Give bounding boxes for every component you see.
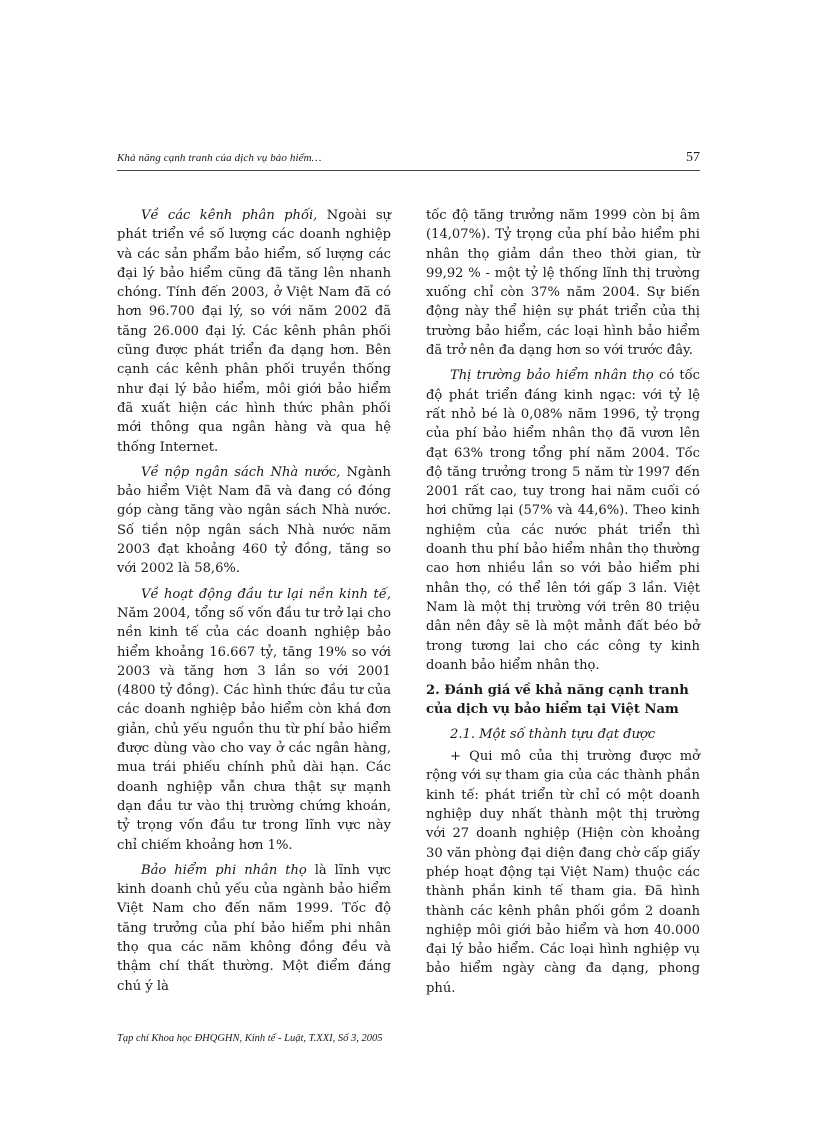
paragraph-non-life-insurance bbox=[117, 861, 391, 996]
journal-footer: Tạp chí Khoa học ĐHQGHN, Kinh tế - Luật, T.XXI, Số 3, 2005 bbox=[117, 1033, 383, 1044]
running-title: Khả năng cạnh tranh của dịch vụ bảo hiểm… bbox=[117, 152, 322, 164]
paragraph-text: Ngoài sự phát triển về số lượng các doanh nghiệp và các sản phẩm bảo hiểm, số lượng các đại lý bảo hiểm cũng đã tăng lên nhanh chóng. Tính đến 2003, ở Việt Nam đã có hơn 96.700 đại lý, so với năm 2002 đã tăng 26.000 đại lý. Các kênh phân phối cũng được phát triển đa dạng hơn. Bên cạnh các kênh phân phối truyền thống như đại lý bảo hiểm, môi giới bảo hiểm đã xuất hiện các hình thức phân phối mới thông qua ngân hàng và qua hệ thống Internet. bbox=[117, 208, 391, 455]
paragraph-lead: Về các kênh phân phối, bbox=[141, 208, 318, 223]
paragraph-lead: Về nộp ngân sách Nhà nước, bbox=[141, 464, 341, 480]
paragraph-text: Năm 2004, tổng số vốn đầu tư trở lại cho nền kinh tế của các doanh nghiệp bảo hiểm khoảng 16.667 tỷ, tăng 19% so với 2003 và tăng hơn 3 lần so với 2001 (4800 tỷ đồng). Các hình thức đầu tư của các doanh nghiệp bảo hiểm còn khá đơn giản, chủ yếu nguồn thu từ phí bảo hiểm được dùng vào cho vay ở các ngân hàng, mua trái phiếu chính phủ dài hạn. Các doanh nghiệp vẫn chưa thật sự mạnh dạn đầu tư vào thị trường chứng khoán, tỷ trọng vốn đầu tư trong lĩnh vực này chỉ chiếm khoảng hơn 1%. bbox=[117, 605, 391, 853]
paragraph-life-insurance bbox=[426, 366, 700, 675]
paragraph-continued bbox=[426, 206, 700, 360]
running-header bbox=[117, 152, 700, 171]
right-column bbox=[426, 206, 700, 1004]
paragraph-state-budget bbox=[117, 463, 391, 579]
section-heading: 2. Đánh giá về khả năng cạnh tranh của dịch vụ bảo hiểm tại Việt Nam bbox=[426, 683, 689, 718]
paragraph-reinvestment bbox=[117, 585, 391, 855]
subsection-heading: 2.1. Một số thành tựu đạt được bbox=[450, 727, 656, 743]
left-column bbox=[117, 206, 391, 1002]
paragraph-text: có tốc độ phát triển đáng kinh ngạc: với tỷ lệ rất nhỏ bé là 0,08% năm 1996, tỷ trọng của phí bảo hiểm nhân thọ đã vươn lên đạt 63% trong tổng phí năm 2004. Tốc độ tăng trưởng trong 5 năm từ 1997 đến 2001 rất cao, tuy trong hai năm cuối có hơi chững lại (57% và 44,6%). Theo kinh nghiệm của các nước phát triển thì doanh thu phí bảo hiểm nhân thọ thường cao hơn nhiều lần so với bảo hiểm phi nhân thọ, có thể lên tới gấp 3 lần. Việt Nam là một thị trường với trên 80 triệu dân nên đây sẽ là một mảnh đất béo bở trong tương lai cho các công ty kinh doanh bảo hiểm nhân thọ. bbox=[426, 368, 700, 673]
paragraph-distribution-channels bbox=[117, 206, 391, 457]
paragraph-lead: Bảo hiểm phi nhân thọ bbox=[141, 862, 307, 878]
paragraph-lead: Về hoạt động đầu tư lại nền kinh tế, bbox=[141, 586, 391, 602]
paragraph-text: tốc độ tăng trưởng năm 1999 còn bị âm (14,07%). Tỷ trọng của phí bảo hiểm phi nhân thọ giảm dần theo thời gian, từ 99,92 % - một tỷ lệ thống lĩnh thị trường xuống chỉ còn 37% năm 2004. Sự biến động này thể hiện sự phát triển của thị trường bảo hiểm, các loại hình bảo hiểm đã trở nên đa dạng hơn so với trước đây. bbox=[426, 208, 700, 359]
paragraph-text: + Qui mô của thị trường được mở rộng với sự tham gia của các thành phần kinh tế: phát triển từ chỉ có một doanh nghiệp duy nhất thành một thị trường với 27 doanh nghiệp (Hiện còn khoảng 30 văn phòng đại diện đang chờ cấp giấy phép hoạt động tại Việt Nam) thuộc các thành phần kinh tế tham gia. Đã hình thành các kênh phân phối gồm 2 doanh nghiệp môi giới bảo hiểm và hơn 40.000 đại lý bảo hiểm. Các loại hình nghiệp vụ bảo hiểm ngày càng đa dạng, phong phú. bbox=[426, 749, 700, 996]
paragraph-lead: Thị trường bảo hiểm nhân thọ bbox=[450, 368, 654, 384]
paragraph-text: là lĩnh vực kinh doanh chủ yếu của ngành bảo hiểm Việt Nam cho đến năm 1999. Tốc độ tăng trưởng của phí bảo hiểm phi nhân thọ qua các năm không đồng đều và thậm chí thất thường. Một điểm đáng chú ý là bbox=[117, 862, 391, 994]
paragraph-text: Ngành bảo hiểm Việt Nam đã và đang có đóng góp càng tăng vào ngân sách Nhà nước. Số tiền nộp ngân sách Nhà nước năm 2003 đạt khoảng 460 tỷ đồng, tăng so với 2002 là 58,6%. bbox=[117, 464, 391, 577]
paragraph-market-scale bbox=[426, 747, 700, 998]
page-number: 57 bbox=[686, 150, 700, 165]
